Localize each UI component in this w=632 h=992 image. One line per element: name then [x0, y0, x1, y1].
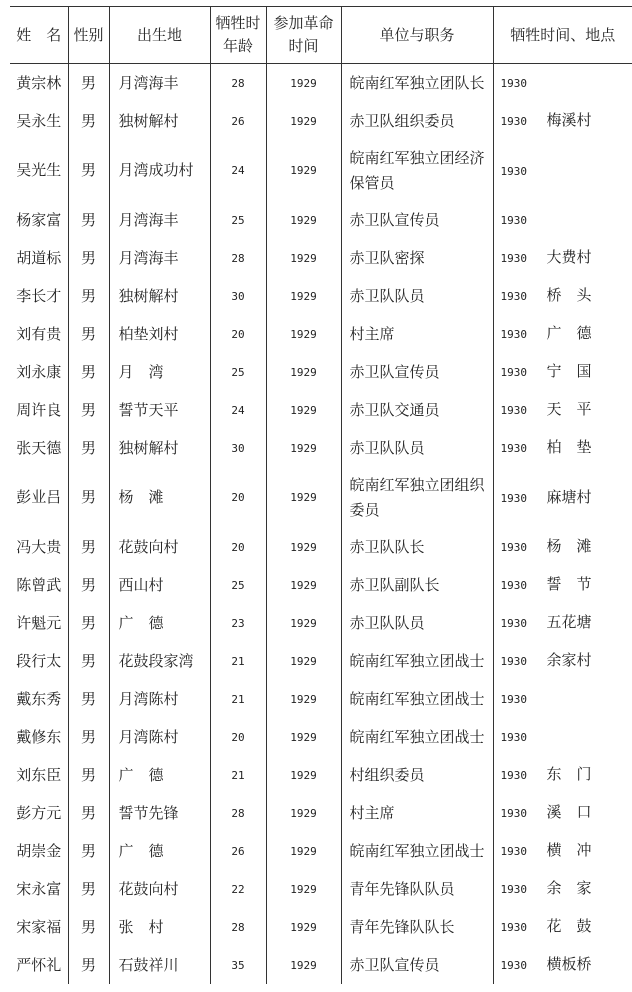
cell-unit-post — [341, 756, 493, 794]
death-year: 1930 — [500, 214, 527, 227]
cell-death-time-place — [493, 239, 632, 277]
cell-birthplace: 月湾陈村 — [109, 718, 210, 756]
cell-name: 李长才 — [16, 286, 62, 305]
table-row — [10, 832, 632, 870]
cell-birthplace: 广 德 — [109, 756, 210, 794]
cell-sex: 男 — [68, 391, 109, 429]
cell-unit-post — [341, 391, 493, 429]
cell-name: 刘永康 — [16, 362, 62, 381]
cell-birthplace: 月湾成功村 — [109, 140, 210, 201]
cell-birthplace: 柏垫刘村 — [109, 315, 210, 353]
table-row — [10, 315, 632, 353]
cell-join-year: 1929 — [266, 680, 341, 718]
death-year: 1930 — [500, 404, 527, 417]
death-year: 1930 — [500, 693, 527, 706]
cell-join-year: 1929 — [266, 64, 341, 103]
cell-sex: 男 — [68, 908, 109, 946]
cell-birthplace: 花鼓向村 — [109, 528, 210, 566]
cell-unit-post — [341, 277, 493, 315]
martyrs-table — [10, 6, 632, 984]
cell-age: 20 — [210, 467, 266, 528]
unit-text: 赤卫队副队长 — [349, 575, 440, 594]
cell-unit-post — [341, 680, 493, 718]
table-header-row — [10, 7, 632, 64]
header-join-time: 参加革命 时间 — [266, 7, 341, 64]
cell-name: 胡道标 — [16, 248, 62, 267]
cell-age: 23 — [210, 604, 266, 642]
cell-death-time-place — [493, 467, 632, 528]
death-place: 余 家 — [546, 879, 592, 897]
cell-death-time-place — [493, 908, 632, 946]
cell-name: 周许良 — [16, 400, 62, 419]
cell-death-time-place — [493, 102, 632, 140]
cell-name: 黄宗林 — [16, 73, 62, 92]
cell-unit-post — [341, 528, 493, 566]
table-row — [10, 718, 632, 756]
cell-sex: 男 — [68, 102, 109, 140]
cell-join-year: 1929 — [266, 756, 341, 794]
death-year: 1930 — [500, 290, 527, 303]
death-place: 梅溪村 — [546, 111, 592, 129]
table-row — [10, 946, 632, 984]
cell-death-time-place — [493, 140, 632, 201]
cell-sex: 男 — [68, 140, 109, 201]
table-row — [10, 908, 632, 946]
cell-birthplace: 杨 滩 — [109, 467, 210, 528]
cell-join-year: 1929 — [266, 566, 341, 604]
cell-sex: 男 — [68, 604, 109, 642]
unit-text: 赤卫队密探 — [349, 248, 425, 267]
cell-age: 35 — [210, 946, 266, 984]
table-row — [10, 353, 632, 391]
death-place: 杨 滩 — [546, 537, 592, 555]
cell-join-year: 1929 — [266, 140, 341, 201]
unit-text: 赤卫队组织委员 — [349, 111, 455, 130]
cell-birthplace: 独树解村 — [109, 277, 210, 315]
cell-unit-post — [341, 315, 493, 353]
cell-unit-post — [341, 102, 493, 140]
unit-line: 保管员 — [349, 173, 395, 192]
cell-birthplace: 张 村 — [109, 908, 210, 946]
unit-text: 赤卫队队长 — [349, 537, 425, 556]
cell-name: 戴东秀 — [16, 689, 62, 708]
death-year: 1930 — [500, 921, 527, 934]
cell-age: 21 — [210, 680, 266, 718]
death-year: 1930 — [500, 769, 527, 782]
cell-death-time-place — [493, 718, 632, 756]
table-row — [10, 528, 632, 566]
cell-age: 28 — [210, 239, 266, 277]
death-year: 1930 — [500, 491, 527, 505]
cell-birthplace: 月湾海丰 — [109, 239, 210, 277]
cell-join-year: 1929 — [266, 277, 341, 315]
cell-death-time-place — [493, 946, 632, 984]
table-row — [10, 64, 632, 103]
death-year: 1930 — [500, 655, 527, 668]
cell-age: 30 — [210, 429, 266, 467]
cell-join-year: 1929 — [266, 391, 341, 429]
cell-death-time-place — [493, 277, 632, 315]
death-year: 1930 — [500, 252, 527, 265]
cell-name: 杨家富 — [16, 210, 62, 229]
cell-unit-post — [341, 566, 493, 604]
cell-age: 28 — [210, 64, 266, 103]
cell-name: 彭方元 — [16, 803, 62, 822]
header-sex: 性别 — [68, 7, 109, 64]
cell-death-time-place — [493, 201, 632, 239]
death-year: 1930 — [500, 959, 527, 972]
death-year: 1930 — [500, 579, 527, 592]
cell-birthplace: 月 湾 — [109, 353, 210, 391]
cell-death-time-place — [493, 756, 632, 794]
cell-unit-post — [341, 201, 493, 239]
cell-birthplace: 独树解村 — [109, 102, 210, 140]
cell-death-time-place — [493, 429, 632, 467]
cell-name: 张天德 — [16, 438, 62, 457]
cell-birthplace: 西山村 — [109, 566, 210, 604]
unit-line: 皖南红军独立团经济 — [349, 148, 485, 167]
death-year: 1930 — [500, 366, 527, 379]
cell-join-year: 1929 — [266, 467, 341, 528]
cell-death-time-place — [493, 794, 632, 832]
death-place: 大费村 — [546, 248, 592, 266]
cell-join-year: 1929 — [266, 908, 341, 946]
table-row — [10, 870, 632, 908]
table-row — [10, 201, 632, 239]
cell-age: 26 — [210, 102, 266, 140]
cell-unit-post — [341, 239, 493, 277]
death-place: 誓 节 — [546, 575, 592, 593]
death-place: 宁 国 — [546, 362, 592, 380]
cell-age: 22 — [210, 870, 266, 908]
cell-join-year: 1929 — [266, 201, 341, 239]
table-row — [10, 604, 632, 642]
cell-sex: 男 — [68, 756, 109, 794]
cell-age: 21 — [210, 756, 266, 794]
cell-name: 刘有贵 — [16, 324, 62, 343]
cell-sex: 男 — [68, 718, 109, 756]
cell-name: 吴永生 — [16, 111, 62, 130]
cell-join-year: 1929 — [266, 946, 341, 984]
unit-text: 青年先锋队队长 — [349, 917, 455, 936]
death-year: 1930 — [500, 883, 527, 896]
cell-death-time-place — [493, 566, 632, 604]
cell-unit-post — [341, 946, 493, 984]
cell-birthplace: 月湾陈村 — [109, 680, 210, 718]
cell-name: 刘东臣 — [16, 765, 62, 784]
cell-unit-post — [341, 908, 493, 946]
cell-birthplace: 石鼓祥川 — [109, 946, 210, 984]
unit-text: 村主席 — [349, 324, 395, 343]
cell-sex: 男 — [68, 429, 109, 467]
cell-name: 冯大贵 — [16, 537, 62, 556]
unit-text: 赤卫队宣传员 — [349, 210, 440, 229]
cell-unit-post — [341, 140, 493, 201]
table-row — [10, 467, 632, 528]
cell-name: 戴修东 — [16, 727, 62, 746]
cell-death-time-place — [493, 353, 632, 391]
unit-text: 皖南红军独立团战士 — [349, 841, 485, 860]
unit-text: 村主席 — [349, 803, 395, 822]
header-name: 姓 名 — [10, 7, 68, 64]
death-year: 1930 — [500, 807, 527, 820]
unit-text: 皖南红军独立团战士 — [349, 689, 485, 708]
death-year: 1930 — [500, 617, 527, 630]
cell-join-year: 1929 — [266, 642, 341, 680]
table-row — [10, 277, 632, 315]
death-place: 余家村 — [546, 651, 592, 669]
cell-unit-post — [341, 604, 493, 642]
cell-join-year: 1929 — [266, 794, 341, 832]
cell-death-time-place — [493, 64, 632, 103]
cell-age: 20 — [210, 528, 266, 566]
unit-text: 赤卫队队员 — [349, 613, 425, 632]
table-row — [10, 102, 632, 140]
death-place: 横板桥 — [546, 955, 592, 973]
death-year: 1930 — [500, 731, 527, 744]
cell-age: 24 — [210, 140, 266, 201]
cell-birthplace: 广 德 — [109, 604, 210, 642]
cell-join-year: 1929 — [266, 718, 341, 756]
cell-age: 30 — [210, 277, 266, 315]
cell-name: 许魁元 — [16, 613, 62, 632]
death-year: 1930 — [500, 442, 527, 455]
death-year: 1930 — [500, 115, 527, 128]
cell-sex: 男 — [68, 528, 109, 566]
table-row — [10, 140, 632, 201]
cell-birthplace: 月湾海丰 — [109, 64, 210, 103]
table-row — [10, 429, 632, 467]
cell-unit-post — [341, 642, 493, 680]
table-row — [10, 566, 632, 604]
cell-join-year: 1929 — [266, 102, 341, 140]
cell-birthplace: 月湾海丰 — [109, 201, 210, 239]
cell-birthplace: 誓节先锋 — [109, 794, 210, 832]
cell-age: 28 — [210, 794, 266, 832]
cell-name: 宋家福 — [16, 917, 62, 936]
cell-name: 胡崇金 — [16, 841, 62, 860]
cell-unit-post — [341, 832, 493, 870]
cell-sex: 男 — [68, 832, 109, 870]
cell-death-time-place — [493, 604, 632, 642]
death-year: 1930 — [500, 845, 527, 858]
cell-name: 宋永富 — [16, 879, 62, 898]
cell-death-time-place — [493, 528, 632, 566]
death-year: 1930 — [500, 328, 527, 341]
header-unit-post: 单位与职务 — [341, 7, 493, 64]
cell-sex: 男 — [68, 64, 109, 103]
cell-birthplace: 广 德 — [109, 832, 210, 870]
cell-join-year: 1929 — [266, 604, 341, 642]
cell-unit-post — [341, 794, 493, 832]
death-place: 柏 垫 — [546, 438, 592, 456]
unit-text: 赤卫队队员 — [349, 438, 425, 457]
cell-join-year: 1929 — [266, 353, 341, 391]
cell-unit-post — [341, 467, 493, 528]
cell-unit-post — [341, 870, 493, 908]
death-place: 麻塘村 — [546, 487, 592, 506]
unit-text: 皖南红军独立团战士 — [349, 651, 485, 670]
cell-join-year: 1929 — [266, 870, 341, 908]
cell-death-time-place — [493, 315, 632, 353]
cell-join-year: 1929 — [266, 832, 341, 870]
death-year: 1930 — [500, 541, 527, 554]
unit-text: 村组织委员 — [349, 765, 425, 784]
unit-text: 赤卫队交通员 — [349, 400, 440, 419]
cell-death-time-place — [493, 642, 632, 680]
unit-text: 青年先锋队队员 — [349, 879, 455, 898]
cell-birthplace: 誓节天平 — [109, 391, 210, 429]
cell-birthplace: 花鼓向村 — [109, 870, 210, 908]
cell-sex: 男 — [68, 277, 109, 315]
cell-age: 20 — [210, 718, 266, 756]
cell-name: 彭业吕 — [16, 488, 62, 506]
cell-name: 严怀礼 — [16, 955, 62, 974]
unit-line: 皖南红军独立团组织 — [349, 475, 485, 494]
cell-sex: 男 — [68, 201, 109, 239]
cell-sex: 男 — [68, 315, 109, 353]
cell-sex: 男 — [68, 353, 109, 391]
cell-sex: 男 — [68, 794, 109, 832]
death-place: 花 鼓 — [546, 917, 592, 935]
cell-age: 26 — [210, 832, 266, 870]
death-year: 1930 — [500, 77, 527, 90]
death-place: 五花塘 — [546, 613, 592, 631]
cell-age: 20 — [210, 315, 266, 353]
unit-text: 赤卫队队员 — [349, 286, 425, 305]
cell-age: 25 — [210, 566, 266, 604]
cell-join-year: 1929 — [266, 528, 341, 566]
cell-birthplace: 独树解村 — [109, 429, 210, 467]
death-place: 溪 口 — [546, 803, 592, 821]
cell-join-year: 1929 — [266, 429, 341, 467]
table-row — [10, 642, 632, 680]
unit-text: 皖南红军独立团队长 — [349, 73, 485, 92]
death-place: 广 德 — [546, 324, 592, 342]
cell-age: 24 — [210, 391, 266, 429]
death-place: 天 平 — [546, 400, 592, 418]
header-birthplace: 出生地 — [109, 7, 210, 64]
table-row — [10, 391, 632, 429]
cell-sex: 男 — [68, 642, 109, 680]
table-row — [10, 680, 632, 718]
cell-death-time-place — [493, 680, 632, 718]
cell-death-time-place — [493, 391, 632, 429]
table-row — [10, 794, 632, 832]
death-place: 横 冲 — [546, 841, 592, 859]
cell-age: 25 — [210, 201, 266, 239]
unit-line: 委员 — [349, 500, 380, 519]
cell-sex: 男 — [68, 239, 109, 277]
table-row — [10, 239, 632, 277]
cell-name: 陈曾武 — [16, 575, 62, 594]
cell-death-time-place — [493, 832, 632, 870]
cell-join-year: 1929 — [266, 315, 341, 353]
cell-death-time-place — [493, 870, 632, 908]
cell-sex: 男 — [68, 566, 109, 604]
table-row — [10, 756, 632, 794]
cell-sex: 男 — [68, 946, 109, 984]
cell-sex: 男 — [68, 680, 109, 718]
cell-unit-post — [341, 353, 493, 391]
cell-sex: 男 — [68, 870, 109, 908]
cell-age: 21 — [210, 642, 266, 680]
death-place: 东 门 — [546, 765, 592, 783]
cell-unit-post — [341, 429, 493, 467]
cell-age: 28 — [210, 908, 266, 946]
cell-name: 吴光生 — [16, 161, 62, 179]
cell-sex: 男 — [68, 467, 109, 528]
death-place: 桥 头 — [546, 286, 592, 304]
header-death-time-place: 牺牲时间、地点 — [493, 7, 632, 64]
death-year: 1930 — [500, 164, 527, 178]
unit-text: 赤卫队宣传员 — [349, 955, 440, 974]
cell-unit-post — [341, 64, 493, 103]
cell-name: 段行太 — [16, 651, 62, 670]
cell-birthplace: 花鼓段家湾 — [109, 642, 210, 680]
unit-text: 皖南红军独立团战士 — [349, 727, 485, 746]
cell-unit-post — [341, 718, 493, 756]
cell-join-year: 1929 — [266, 239, 341, 277]
unit-text: 赤卫队宣传员 — [349, 362, 440, 381]
header-age: 牺牲时 年龄 — [210, 7, 266, 64]
cell-age: 25 — [210, 353, 266, 391]
